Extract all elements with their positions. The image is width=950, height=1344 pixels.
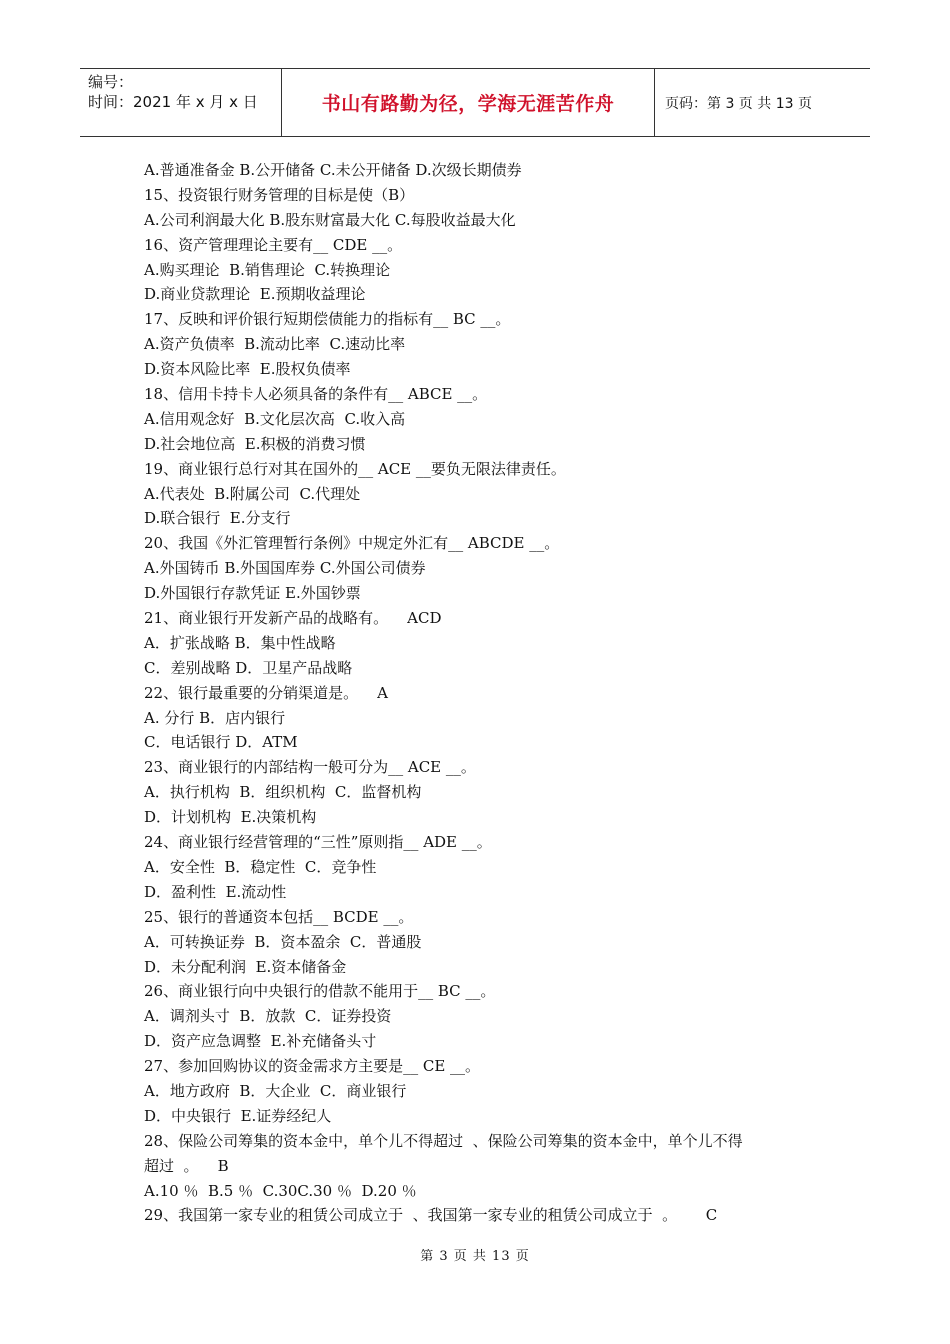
page-header (80, 68, 870, 137)
text-line: 27、参加回购协议的资金需求方主要是__ CE __。 (144, 1057, 481, 1076)
text-line: D.商业贷款理论 E.预期收益理论 (144, 285, 366, 304)
text-line: A.代表处 B.附属公司 C.代理处 (144, 484, 361, 503)
page-footer: 第 3 页 共 13 页 (420, 1249, 530, 1264)
text-line: A．安全性 B．稳定性 C．竞争性 (144, 857, 377, 876)
text-line: A.普通准备金 B.公开储备 C.未公开储备 D.次级长期债券 (144, 161, 522, 179)
text-line: 29、我国第一家专业的租赁公司成立于 、我国第一家专业的租赁公司成立于 。 C (144, 1206, 718, 1225)
text-line: A.资产负债率 B.流动比率 C.速动比率 (144, 335, 406, 354)
text-line: A.公司利润最大化 B.股东财富最大化 C.每股收益最大化 (144, 210, 516, 229)
text-line: 28、保险公司筹集的资本金中，单个儿不得超过 、保险公司筹集的资本金中，单个儿不得 (144, 1131, 743, 1150)
header-page-label: 页码：第 3 页 共 13 页 (665, 95, 812, 112)
text-line: 21、商业银行开发新产品的战略有。 ACD (144, 609, 442, 628)
document-body (144, 158, 824, 1228)
text-line: D．中央银行 E.证券经纪人 (144, 1106, 332, 1125)
text-line: 25、银行的普通资本包括__ BCDE __。 (144, 907, 414, 926)
text-line: C．电话银行 D．ATM (144, 733, 298, 752)
text-line: D.联合银行 E.分支行 (144, 509, 291, 528)
text-line: 26、商业银行向中央银行的借款不能用于__ BC __。 (144, 982, 496, 1001)
text-line: 19、商业银行总行对其在国外的__ ACE __要负无限法律责任。 (144, 459, 566, 478)
text-line: A．调剂头寸 B．放款 C．证券投资 (144, 1007, 392, 1026)
text-line: 24、商业银行经营管理的“三性”原则指__ ADE __。 (144, 833, 492, 852)
text-line: D．计划机构 E.决策机构 (144, 808, 317, 827)
text-line: A. 分行 B．店内银行 (144, 708, 286, 727)
text-line: C．差别战略 D．卫星产品战略 (144, 658, 353, 677)
text-line: D.资本风险比率 E.股权负债率 (144, 360, 351, 379)
text-line: D.社会地位高 E.积极的消费习惯 (144, 434, 366, 453)
text-line: A．可转换证券 B．资本盈余 C．普通股 (144, 932, 422, 951)
text-line: D．资产应急调整 E.补充储备头寸 (144, 1032, 377, 1051)
header-motto: 书山有路勤为径，学海无涯苦作舟 (282, 69, 655, 136)
document-time-label: 时间：2021 年 x 月 x 日 (88, 93, 258, 111)
text-line: 22、银行最重要的分销渠道是。 A (144, 683, 388, 702)
text-line: 15、投资银行财务管理的目标是使（B） (144, 185, 415, 204)
text-line: A．执行机构 B．组织机构 C．监督机构 (144, 783, 422, 802)
text-line: A．扩张战略 B．集中性战略 (144, 633, 336, 652)
text-line: D．未分配利润 E.资本储备金 (144, 957, 347, 976)
text-line: 20、我国《外汇管理暂行条例》中规定外汇有__ ABCDE __。 (144, 534, 560, 553)
text-line: 16、资产管理理论主要有__ CDE __。 (144, 235, 403, 254)
text-line: A．地方政府 B．大企业 C．商业银行 (144, 1081, 407, 1100)
text-line: A.购买理论 B.销售理论 C.转换理论 (144, 260, 391, 279)
text-line: D．盈利性 E.流动性 (144, 882, 287, 901)
text-line: 18、信用卡持卡人必须具备的条件有__ ABCE __。 (144, 385, 488, 404)
text-line: A.信用观念好 B.文化层次高 C.收入高 (144, 409, 406, 428)
document-number-label: 编号： (88, 73, 134, 91)
text-line: 23、商业银行的内部结构一般可分为__ ACE __。 (144, 758, 476, 777)
text-line: 超过 。 B (144, 1156, 229, 1175)
text-line: A.外国铸币 B.外国国库券 C.外国公司债券 (144, 559, 426, 578)
text-line: 17、反映和评价银行短期偿债能力的指标有__ BC __。 (144, 310, 511, 329)
text-line: D.外国银行存款凭证 E.外国钞票 (144, 584, 361, 603)
header-meta (80, 69, 282, 136)
text-line: A.10 ％ B.5 ％ C.30C.30 ％ D.20 ％ (144, 1181, 417, 1200)
